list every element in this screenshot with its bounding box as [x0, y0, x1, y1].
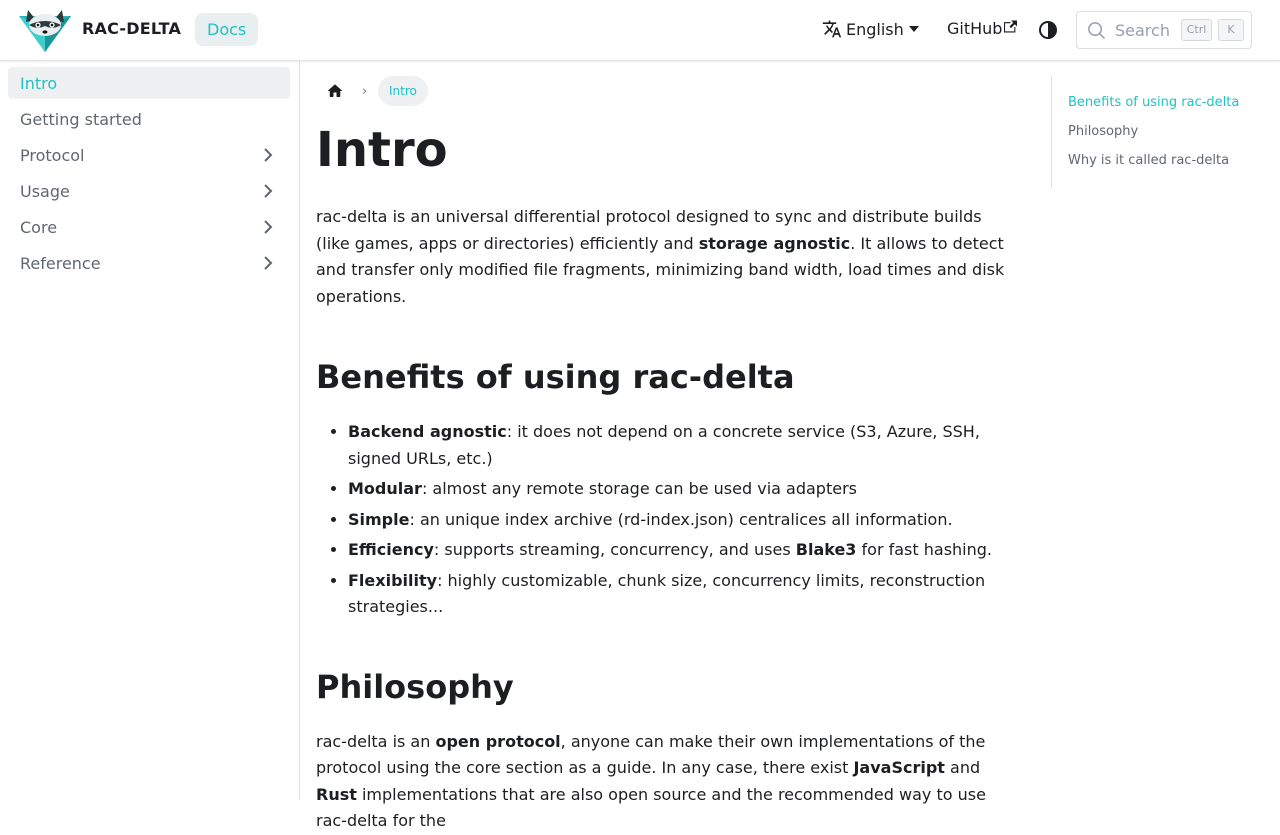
- list-item-text: : an unique index archive (rd-index.json) centralices all information.: [409, 509, 953, 529]
- search-placeholder: Search: [1115, 21, 1170, 40]
- intro-text: . It allows to detect and transfer only modified file fragments, minimizing band width, load times and disk operations.: [316, 233, 1005, 306]
- list-item-text: : highly customizable, chunk size, concurrency limits, reconstruction strategies...: [348, 570, 986, 616]
- philosophy-text: , anyone can make their own implementations of the protocol using the core section as a guide. In any case, there exist: [316, 731, 986, 777]
- github-link[interactable]: [947, 19, 1017, 38]
- github-label: GitHub: [947, 19, 1003, 38]
- toc-link-benefits[interactable]: Benefits of using rac-delta: [1068, 95, 1240, 110]
- list-item-bold: Backend agnostic: [348, 422, 507, 441]
- philosophy-text: rac-delta is an: [316, 731, 436, 751]
- toc-link-why-name[interactable]: Why is it called rac-delta: [1068, 153, 1230, 168]
- language-dropdown[interactable]: [822, 19, 919, 39]
- list-item-bold: Simple: [348, 509, 410, 529]
- raccoon-logo-icon[interactable]: [16, 6, 74, 54]
- language-label: English: [846, 19, 904, 39]
- intro-text: rac-delta is an universal differential protocol designed to sync and distribute builds (like games, apps or directories) efficiently and: [316, 207, 982, 253]
- sidebar-item-getting-started[interactable]: [8, 103, 290, 135]
- sidebar-item-label: Reference: [20, 253, 101, 273]
- doc-content: [316, 118, 1016, 835]
- external-link-icon: [1004, 20, 1017, 33]
- sidebar-item-protocol[interactable]: [8, 139, 290, 171]
- philosophy-paragraph: [316, 729, 1016, 835]
- philosophy-text: implementations that are also open source and the recommended way to use rac-delta for the: [316, 784, 986, 830]
- brand-name[interactable]: RAC-DELTA: [82, 19, 182, 38]
- search-icon: [1087, 21, 1106, 40]
- list-item-text: : almost any remote storage can be used via adapters: [421, 479, 857, 498]
- sidebar-item-label: Protocol: [20, 145, 85, 165]
- list-item: [348, 537, 1016, 564]
- list-item-bold: Efficiency: [348, 540, 434, 559]
- caret-down-icon: [909, 26, 919, 32]
- list-item-text: for fast hashing.: [856, 540, 992, 559]
- sidebar-item-label: Core: [20, 217, 58, 237]
- chevron-right-icon[interactable]: [260, 183, 276, 199]
- kbd-k: K: [1218, 19, 1244, 41]
- intro-bold: storage agnostic: [698, 233, 851, 253]
- top-navbar: [0, 0, 1280, 61]
- list-item-text: : supports streaming, concurrency, and uses: [433, 540, 796, 559]
- sidebar-item-intro[interactable]: [8, 67, 290, 99]
- theme-toggle-icon[interactable]: [1036, 18, 1060, 42]
- sidebar-item-label: Intro: [20, 73, 58, 93]
- list-item: [348, 419, 1016, 472]
- docs-sidebar: [0, 61, 300, 800]
- chevron-right-icon[interactable]: [260, 255, 276, 271]
- chevron-right-icon[interactable]: [260, 147, 276, 163]
- list-item: [348, 507, 1016, 534]
- list-item-text: : it does not depend on a concrete service (S3, Azure, SSH, signed URLs, etc.): [348, 422, 980, 468]
- breadcrumb-separator-icon: ›: [362, 84, 368, 99]
- intro-paragraph: [316, 204, 1016, 310]
- philosophy-bold: open protocol: [435, 731, 561, 751]
- chevron-right-icon[interactable]: [260, 219, 276, 235]
- toc-link-philosophy[interactable]: Philosophy: [1068, 124, 1139, 139]
- page-title: Intro: [316, 122, 448, 178]
- list-item-bold: Flexibility: [348, 570, 438, 590]
- kbd-ctrl: Ctrl: [1181, 19, 1212, 41]
- sidebar-item-label: Usage: [20, 181, 70, 201]
- sidebar-item-label: Getting started: [20, 109, 142, 129]
- list-item: [348, 568, 1016, 621]
- sidebar-item-reference[interactable]: [8, 247, 290, 279]
- list-item-bold: Blake3: [795, 540, 857, 559]
- breadcrumb-current: Intro: [378, 76, 428, 106]
- philosophy-heading: Philosophy: [316, 667, 514, 706]
- philosophy-bold: JavaScript: [853, 758, 945, 777]
- list-item-bold: Modular: [348, 479, 422, 498]
- list-item: [348, 476, 1016, 503]
- search-box[interactable]: [1076, 11, 1252, 49]
- benefits-heading: Benefits of using rac-delta: [316, 358, 795, 396]
- philosophy-bold: Rust: [316, 784, 357, 804]
- table-of-contents: [1051, 76, 1261, 188]
- translate-icon: [822, 19, 842, 39]
- sidebar-item-core[interactable]: [8, 211, 290, 243]
- home-icon[interactable]: [326, 82, 344, 100]
- benefits-list: [348, 419, 1016, 621]
- sidebar-item-usage[interactable]: [8, 175, 290, 207]
- philosophy-text: and: [944, 758, 981, 777]
- docs-nav-link[interactable]: Docs: [195, 13, 258, 46]
